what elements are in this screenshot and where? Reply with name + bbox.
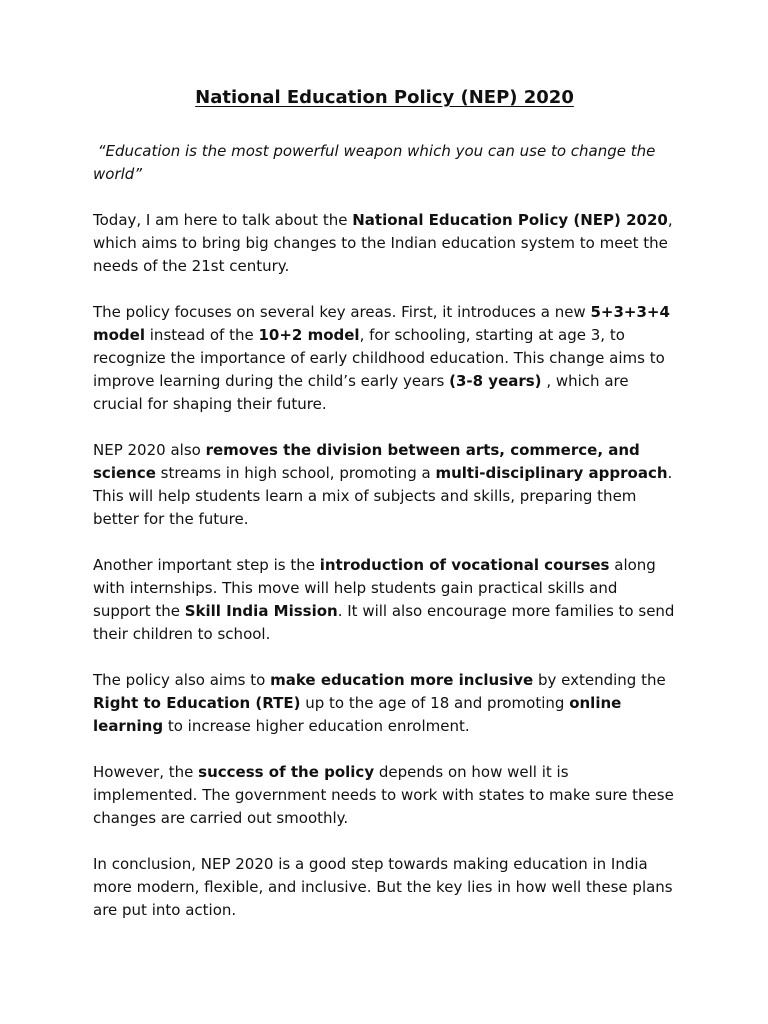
bold-text-run: Skill India Mission — [184, 602, 338, 620]
text-run: NEP 2020 also — [93, 441, 206, 459]
text-run: , for schooling, starting at age 3, to recognize the importance of early childhood education. This change aims to improve learning during the child’s early years — [93, 326, 665, 390]
body-paragraph — [93, 439, 676, 531]
bold-text-run: 10+2 model — [258, 326, 360, 344]
text-run: . It will also encourage more families to send their children to school. — [93, 602, 675, 643]
text-run: depends on how well it is implemented. The government needs to work with states to make sure these changes are carried out smoothly. — [93, 763, 674, 827]
bold-text-run: success of the policy — [198, 763, 375, 781]
body-paragraph — [93, 669, 676, 738]
text-run: instead of the — [145, 326, 259, 344]
body-paragraph — [93, 554, 676, 646]
bold-text-run: multi-disciplinary approach — [435, 464, 668, 482]
document-title: National Education Policy (NEP) 2020 — [195, 87, 574, 108]
text-run: However, the — [93, 763, 199, 781]
text-run: along with internships. This move will help students gain practical skills and support the — [93, 556, 656, 620]
text-run: up to the age of 18 and promoting — [300, 694, 570, 712]
bold-text-run: introduction of vocational courses — [319, 556, 610, 574]
text-run: , which are crucial for shaping their future. — [93, 372, 629, 413]
text-run: Another important step is the — [93, 556, 320, 574]
bold-text-run: make education more inclusive — [270, 671, 534, 689]
text-run: Today, I am here to talk about the — [93, 211, 353, 229]
bold-text-run: Right to Education (RTE) — [93, 694, 301, 712]
bold-text-run: online learning — [93, 694, 622, 735]
text-run: to increase higher education enrolment. — [163, 717, 470, 735]
text-run: streams in high school, promoting a — [155, 464, 436, 482]
text-run: In conclusion, NEP 2020 is a good step towards making education in India more modern, flexible, and inclusive. But the key lies in how well these plans are put into action. — [93, 855, 673, 919]
text-run: by extending the — [533, 671, 666, 689]
bold-text-run: removes the division between arts, commerce, and science — [93, 441, 640, 482]
body-paragraph — [93, 301, 676, 416]
text-run: . This will help students learn a mix of subjects and skills, preparing them better for the future. — [93, 464, 673, 528]
text-run: The policy focuses on several key areas. First, it introduces a new — [93, 303, 591, 321]
bold-text-run: (3-8 years) — [449, 372, 542, 390]
bold-text-run: 5+3+3+4 model — [93, 303, 670, 344]
text-run: , which aims to bring big changes to the Indian education system to meet the needs of the 21st century. — [93, 211, 673, 275]
bold-text-run: National Education Policy (NEP) 2020 — [352, 211, 668, 229]
body-paragraph — [93, 853, 676, 922]
body-paragraph — [93, 209, 676, 278]
document-body — [93, 209, 676, 922]
text-run: The policy also aims to — [93, 671, 271, 689]
opening-quote: “Education is the most powerful weapon which you can use to change the world” — [93, 142, 661, 183]
body-paragraph — [93, 761, 676, 830]
